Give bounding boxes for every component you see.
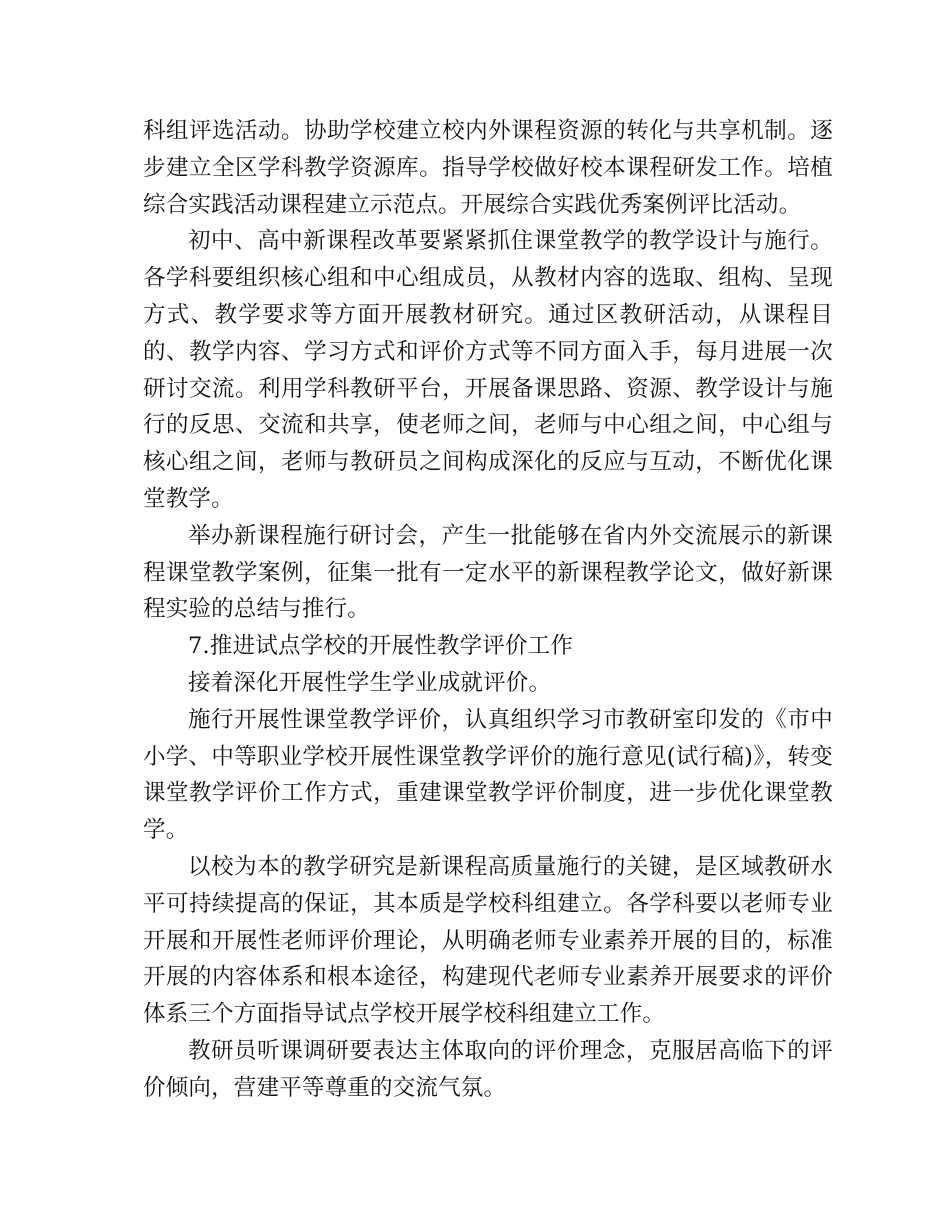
paragraph-researcher-observation: 教研员听课调研要表达主体取向的评价理念，克服居高临下的评价倾向，营建平等尊重的交流气氛。 [143, 1037, 833, 1101]
paragraph-continuation: 科组评选活动。协助学校建立校内外课程资源的转化与共享机制。逐步建立全区学科教学资源库。指导学校做好校本课程研发工作。培植综合实践活动课程建立示范点。开展综合实践优秀案例评比活动。 [143, 118, 833, 218]
paragraph-student-evaluation: 接着深化开展性学生学业成就评价。 [188, 669, 552, 696]
section-heading-7: 7.推进试点学校的开展性教学评价工作 [188, 633, 574, 660]
paragraph-curriculum-reform: 初中、高中新课程改革要紧紧抓住课堂教学的教学设计与施行。各学科要组织核心组和中心组成员，从教材内容的选取、组构、呈现方式、教学要求等方面开展教材研究。通过区教研活动，从课程目的、教学内容、学习方式和评价方式等不同方面入手，每月进展一次研讨交流。利用学科教研平台，开展备课思路、资源、教学设计与施行的反思、交流和共享，使老师之间，老师与中心组之间，中心组与核心组之间，老师与教研员之间构成深化的反应与互动，不断优化课堂教学。 [143, 228, 833, 512]
paragraph-school-based-research: 以校为本的教学研究是新课程高质量施行的关键，是区域教研水平可持续提高的保证，其本质是学校科组建立。各学科要以老师专业开展和开展性老师评价理论，从明确老师专业素养开展的目的，标准开展的内容体系和根本途径，构建现代老师专业素养开展要求的评价体系三个方面指导试点学校开展学校科组建立工作。 [143, 853, 833, 1028]
paragraph-seminar: 举办新课程施行研讨会，产生一批能够在省内外交流展示的新课程课堂教学案例，征集一批有一定水平的新课程教学论文，做好新课程实验的总结与推行。 [143, 522, 833, 623]
paragraph-classroom-evaluation: 施行开展性课堂教学评价，认真组织学习市教研室印发的《市中小学、中等职业学校开展性课堂教学评价的施行意见(试行稿)》，转变课堂教学评价工作方式，重建课堂教学评价制度，进一步优化课堂教学。 [143, 706, 833, 844]
document-body [143, 113, 833, 1107]
